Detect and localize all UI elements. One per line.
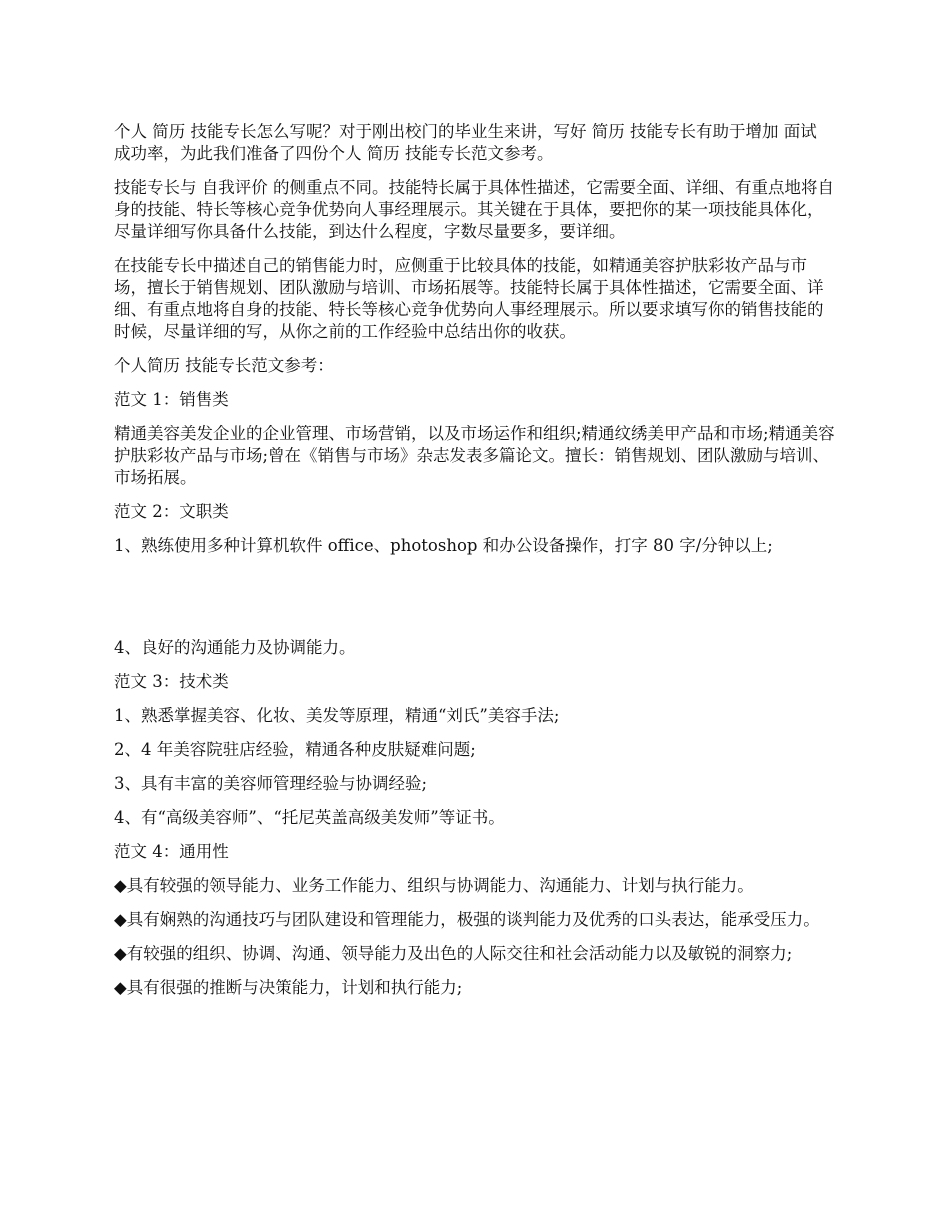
- samples-heading: 个人简历 技能专长范文参考：: [114, 356, 334, 375]
- sample-2-item-4: 4、良好的沟通能力及协调能力。: [114, 638, 356, 657]
- sample-3-heading: 范文 3：技术类: [114, 672, 229, 691]
- sample-4-bullet-2: ◆具有娴熟的沟通技巧与团队建设和管理能力，极强的谈判能力及优秀的口头表达，能承受压力。: [114, 910, 820, 929]
- sample-1-body: 精通美容美发企业的企业管理、市场营销，以及市场运作和组织;精通纹绣美甲产品和市场;精通美容护肤彩妆产品与市场;曾在《销售与市场》杂志发表多篇论文。擅长：销售规划、团队激励与培训、市场拓展。: [114, 424, 835, 487]
- sample-4-bullet-4: ◆具有很强的推断与决策能力，计划和执行能力;: [114, 978, 463, 997]
- sample-4-bullet-1: ◆具有较强的领导能力、业务工作能力、组织与协调能力、沟通能力、计划与执行能力。: [114, 876, 754, 895]
- intro-paragraph: 个人 简历 技能专长怎么写呢？对于刚出校门的毕业生来讲，写好 简历 技能专长有助于增加 面试 成功率，为此我们准备了四份个人 简历 技能专长范文参考。: [114, 122, 817, 163]
- blank-gap: [114, 569, 838, 637]
- sample-1-heading: 范文 1：销售类: [114, 390, 229, 409]
- sales-skills-paragraph: 在技能专长中描述自己的销售能力时，应侧重于比较具体的技能，如精通美容护肤彩妆产品与市场，擅长于销售规划、团队激励与培训、市场拓展等。技能特长属于具体性描述，它需要全面、详细、有重点地将自身的技能、特长等核心竞争优势向人事经理展示。所以要求填写你的销售技能的时候，尽量详细的写，从你之前的工作经验中总结出你的收获。: [114, 256, 824, 341]
- sample-4-bullet-3: ◆有较强的组织、协调、沟通、领导能力及出色的人际交往和社会活动能力以及敏锐的洞察力;: [114, 944, 793, 963]
- sample-2-item-1: 1、熟练使用多种计算机软件 office、photoshop 和办公设备操作，打字 80 字/分钟以上;: [114, 536, 773, 555]
- sample-2-heading: 范文 2：文职类: [114, 502, 229, 521]
- sample-3-item-1: 1、熟悉掌握美容、化妆、美发等原理，精通“刘氏”美容手法;: [114, 706, 560, 725]
- sample-4-heading: 范文 4：通用性: [114, 842, 229, 861]
- sample-3-item-4: 4、有“高级美容师”、“托尼英盖高级美发师”等证书。: [114, 808, 505, 827]
- sample-3-item-3: 3、具有丰富的美容师管理经验与协调经验;: [114, 774, 428, 793]
- skills-vs-self-evaluation-paragraph: 技能专长与 自我评价 的侧重点不同。技能特长属于具体性描述，它需要全面、详细、有重点地将自身的技能、特长等核心竞争优势向人事经理展示。其关键在于具体，要把你的某一项技能具体化，尽量详细写你具备什么技能，到达什么程度，字数尽量要多，要详细。: [114, 178, 834, 241]
- sample-3-item-2: 2、4 年美容院驻店经验，精通各种皮肤疑难问题;: [114, 740, 476, 759]
